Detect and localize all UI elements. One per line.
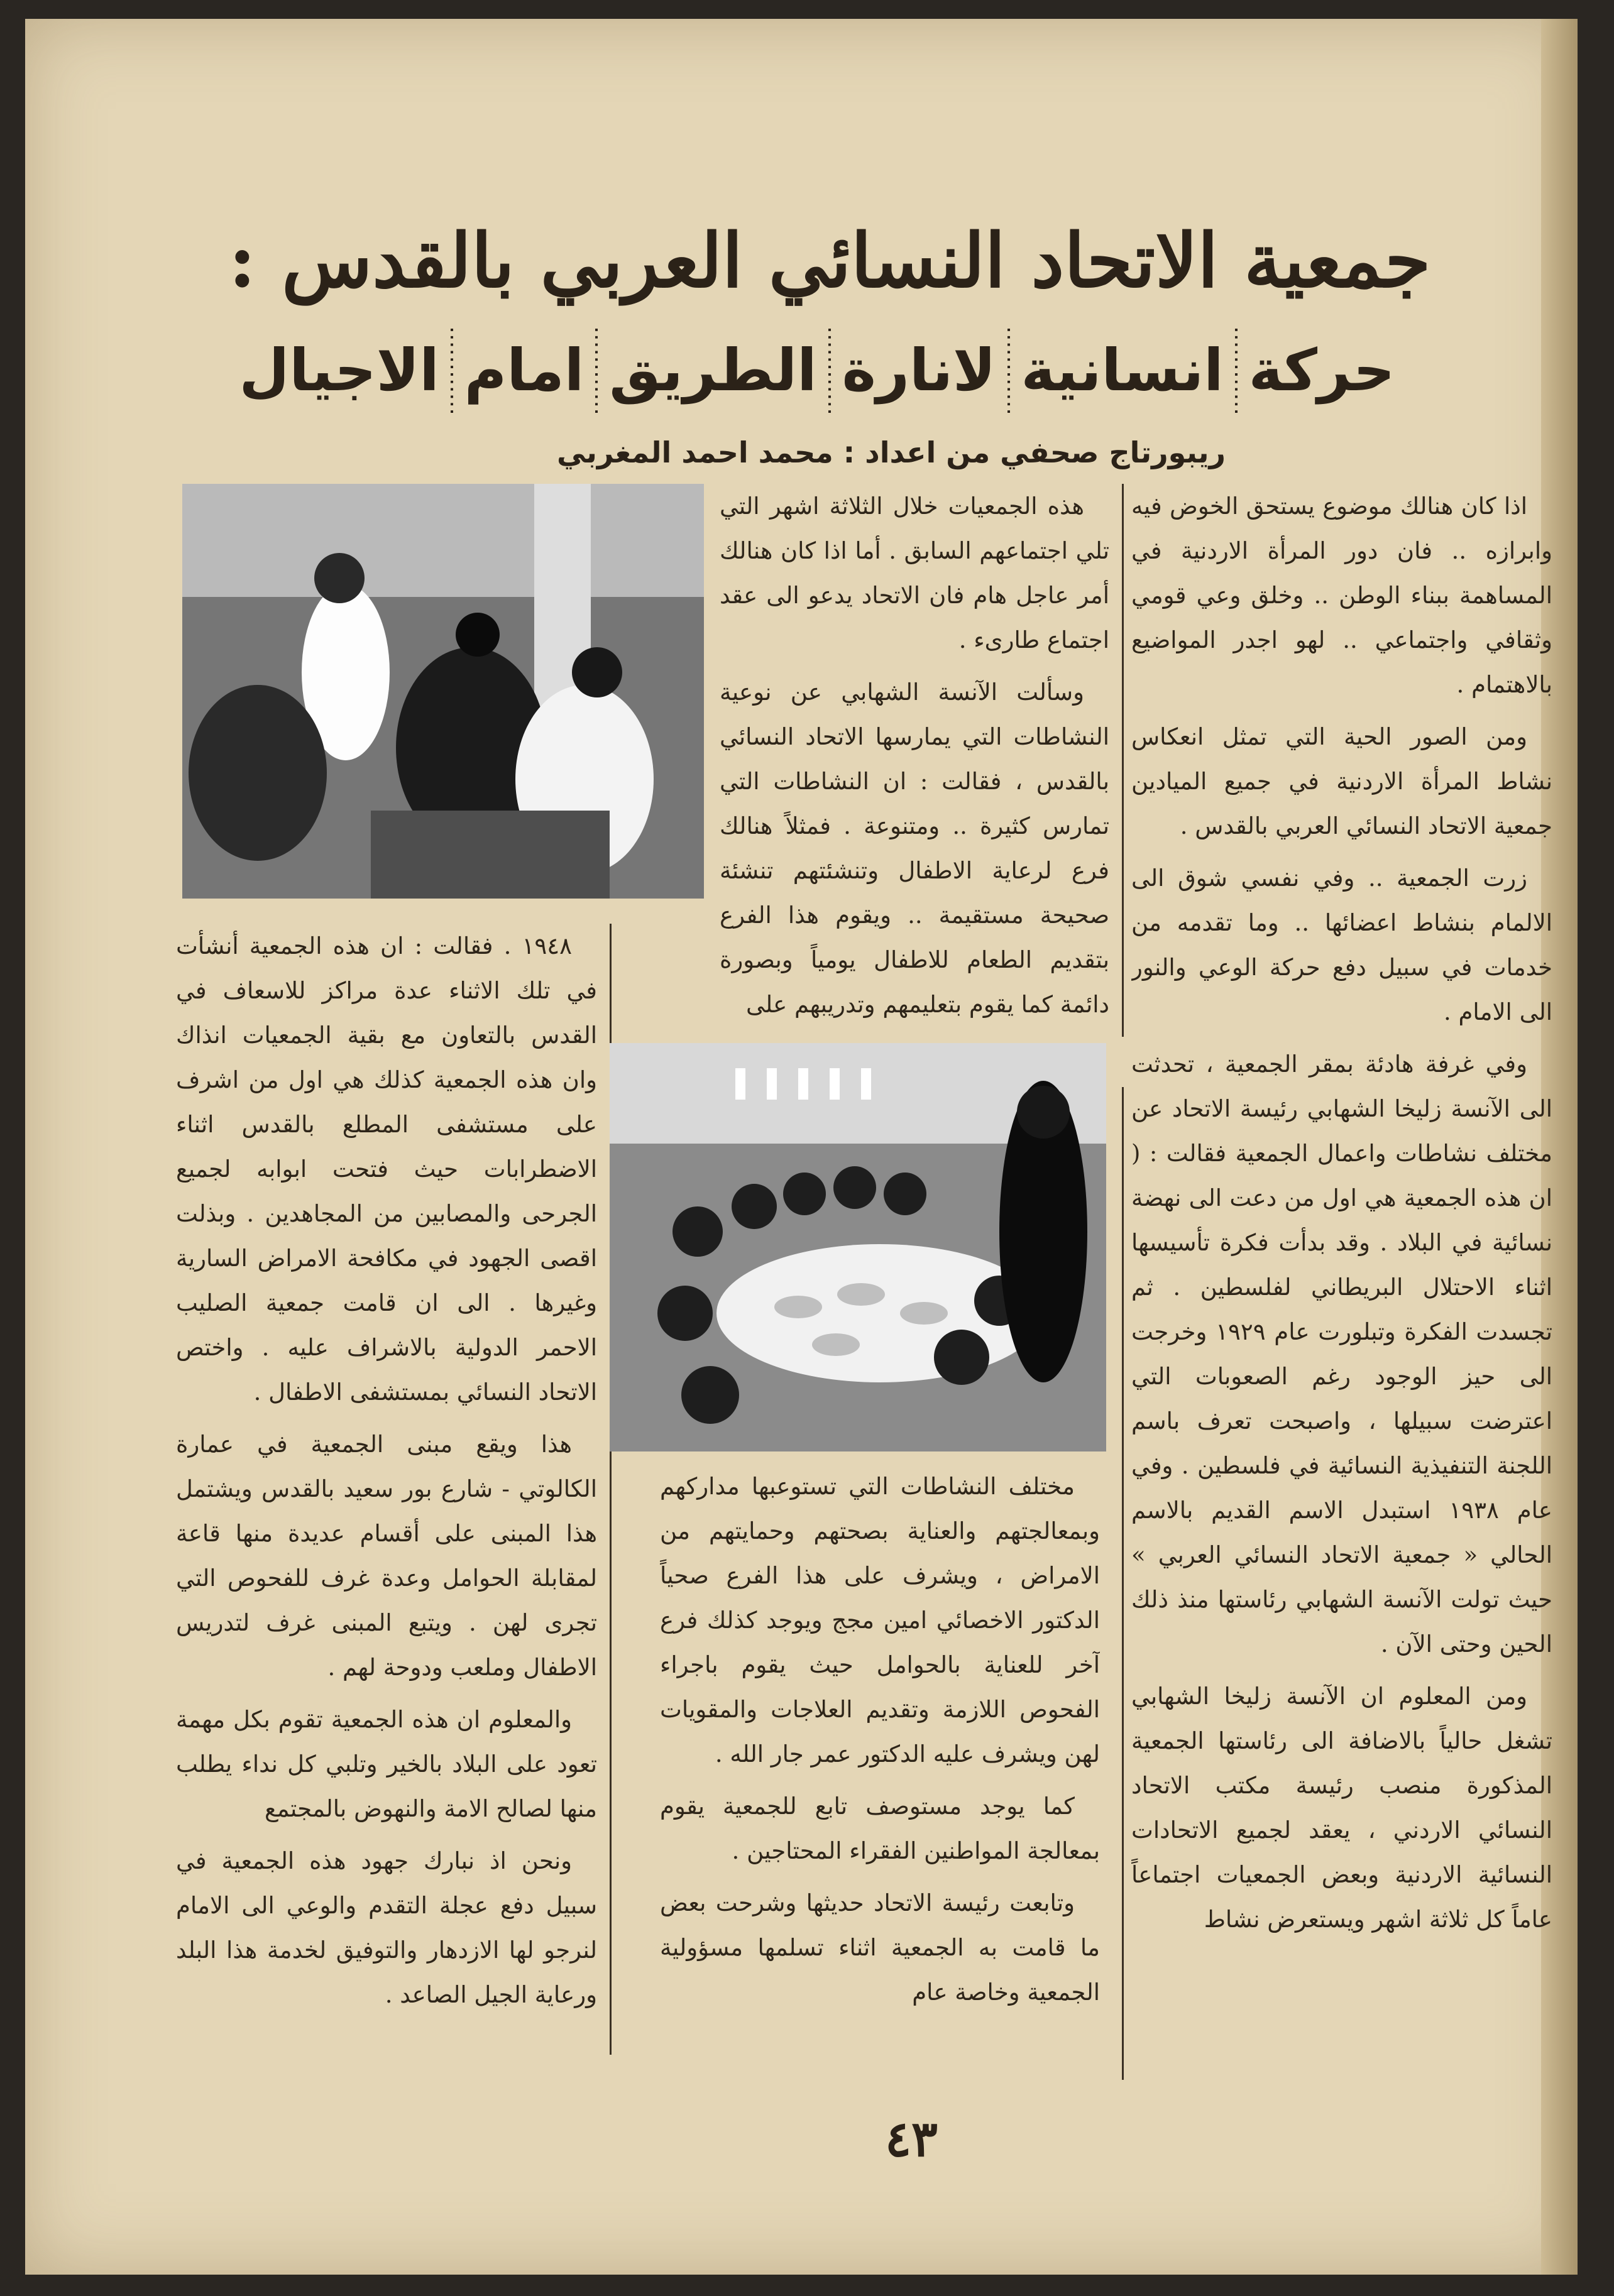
subtitle-word: امام [464,337,585,404]
photo-meeting [182,484,704,899]
paragraph: ١٩٤٨ . فقالت : ان هذه الجمعية أنشأت في تلك الاثناء عدة مراكز للاسعاف في القدس بالتعاون مع بقية الجمعيات انذاك وان هذه الجمعية كذلك هي اول من اشرف على مستشفى المطلع بالقدس اثناء الاضطرابات حيث فتحت ابوابه لجميع الجرحى والمصابين من المجاهدين . وبذلت اقصى الجهود في مكافحة الامراض السارية وغيرها . الى ان قامت جمعية الصليب الاحمر الدولية بالاشراف عليه . واختص الاتحاد النسائي بمستشفى الاطفال . [176,932,597,1406]
column-rule [1122,1087,1124,2080]
photo-children-meal [610,1043,1106,1451]
column-right [1131,484,1552,2067]
subtitle-divider [828,324,831,418]
subtitle-word: الطريق [609,337,817,404]
column-rule [1122,484,1124,1037]
subtitle-word: انسانية [1021,337,1224,404]
paragraph: وسألت الآنسة الشهابي عن نوعية النشاطات التي يمارسها الاتحاد النسائي بالقدس ، فقالت : ان النشاطات التي تمارس كثيرة .. ومتنوعة . فمثلاً هنالك فرع لرعاية الاطفال وتنشئتهم تنشئة صحيحة مستقيمة .. ويقوم هذا الفرع بتقديم الطعام للاطفال يومياً وبصورة دائمة كما يقوم بتعليمهم وتدريبهم على [720,679,1109,1018]
paragraph: ومن المعلوم ان الآنسة زليخا الشهابي تشغل حالياً بالاضافة الى رئاستها الجمعية المذكورة منصب رئيسة مكتب الاتحاد النسائي الاردني ، يعقد لجميع الاتحادات النسائية الاردنية وبعض الجمعيات اجتماعاً عاماً كل ثلاثة اشهر ويستعرض نشاط [1131,1683,1552,1933]
paragraph: والمعلوم ان هذه الجمعية تقوم بكل مهمة تعود على البلاد بالخير وتلبي كل نداء يطلب منها لصالح الامة والنهوض بالمجتمع [176,1706,597,1822]
subtitle-divider [451,324,453,418]
paragraph: هذا ويقع مبنى الجمعية في عمارة الكالوتي - شارع بور سعيد بالقدس ويشتمل هذا المبنى على أقسام عديدة منها قاعة لمقابلة الحوامل وعدة غرف للفحوص التي تجرى لهن . ويتبع المبنى غرف لتدريس الاطفال وملعب ودوحة لهم . [176,1431,597,1681]
article-subtitle [239,314,1395,427]
paragraph: اذا كان هنالك موضوع يستحق الخوض فيه وابرازه .. فان دور المرأة الاردنية في المساهمة ببناء الوطن .. وخلق وعي قومي وثقافي واجتماعي .. لهو اجدر المواضيع بالاهتمام . [1131,493,1552,698]
paragraph: وفي غرفة هادئة بمقر الجمعية ، تحدثت الى الآنسة زليخا الشهابي رئيسة الاتحاد عن مختلف نشاطات واعمال الجمعية فقالت : ( ان هذه الجمعية هي اول من دعت الى نهضة نسائية في البلاد . وقد بدأت فكرة تأسيسها اثناء الاحتلال البريطاني لفلسطين . ثم تجسدت الفكرة وتبلورت عام ١٩٢٩ وخرجت الى حيز الوجود رغم الصعوبات التي اعترضت سبيلها ، واصبحت تعرف باسم اللجنة التنفيذية النسائية في فلسطين . وفي عام ١٩٣٨ استبدل الاسم القديم بالاسم الحالي « جمعية الاتحاد النسائي العربي » حيث تولت الآنسة الشهابي رئاستها منذ ذلك الحين وحتى الآن . [1131,1051,1552,1658]
article-title: جمعية الاتحاد النسائي العربي بالقدس : [228,217,1431,304]
paragraph: هذه الجمعيات خلال الثلاثة اشهر التي تلي اجتماعهم السابق . أما اذا كان هنالك أمر عاجل هام فان الاتحاد يدعو الى عقد اجتماع طارىء . [720,493,1109,653]
paragraph: وتابعت رئيسة الاتحاد حديثها وشرحت بعض ما قامت به الجمعية اثناء تسلمها مسؤولية الجمعية وخاصة عام [660,1889,1100,2006]
subtitle-divider [1235,324,1238,418]
magazine-page [25,19,1578,2275]
article-byline: ريبورتاج صحفي من اعداد : محمد احمد المغربي [557,435,1226,469]
subtitle-word: الاجيال [239,337,439,404]
subtitle-word: لانارة [842,337,996,404]
column-left [176,924,597,2086]
subtitle-divider [595,324,598,418]
photo-children-meal-image [610,1043,1106,1451]
paragraph: ونحن اذ نبارك جهود هذه الجمعية في سبيل دفع عجلة التقدم والوعي الى الامام لنرجو لها الازدهار والتوفيق لخدمة هذا البلد ورعاية الجيل الصاعد . [176,1847,597,2008]
paragraph: مختلف النشاطات التي تستوعبها مداركهم وبمعالجتهم والعناية بصحتهم وحمايتهم من الامراض ، ويشرف على هذا الفرع صحياً الدكتور الاخصائي امين مجج ويوجد كذلك فرع آخر للعناية بالحوامل حيث يقوم باجراء الفحوص اللازمة وتقديم العلاجات والمقويات لهن ويشرف عليه الدكتور عمر جار الله . [660,1473,1100,1768]
page-number: ٤٣ [885,2111,938,2168]
subtitle-divider [1007,324,1010,418]
column-middle-top [720,484,1109,1037]
photo-meeting-image [182,484,704,899]
column-middle-bottom [660,1464,1100,2086]
paragraph: ومن الصور الحية التي تمثل انعكاس نشاط المرأة الاردنية في جميع الميادين جمعية الاتحاد النسائي العربي بالقدس . [1131,723,1552,839]
subtitle-word: حركة [1248,337,1395,404]
paragraph: زرت الجمعية .. وفي نفسي شوق الى الالمام بنشاط اعضائها .. وما تقدمه من خدمات في سبيل دفع حركة الوعي والنور الى الامام . [1131,865,1552,1025]
paragraph: كما يوجد مستوصف تابع للجمعية يقوم بمعالجة المواطنين الفقراء المحتاجين . [660,1793,1100,1864]
